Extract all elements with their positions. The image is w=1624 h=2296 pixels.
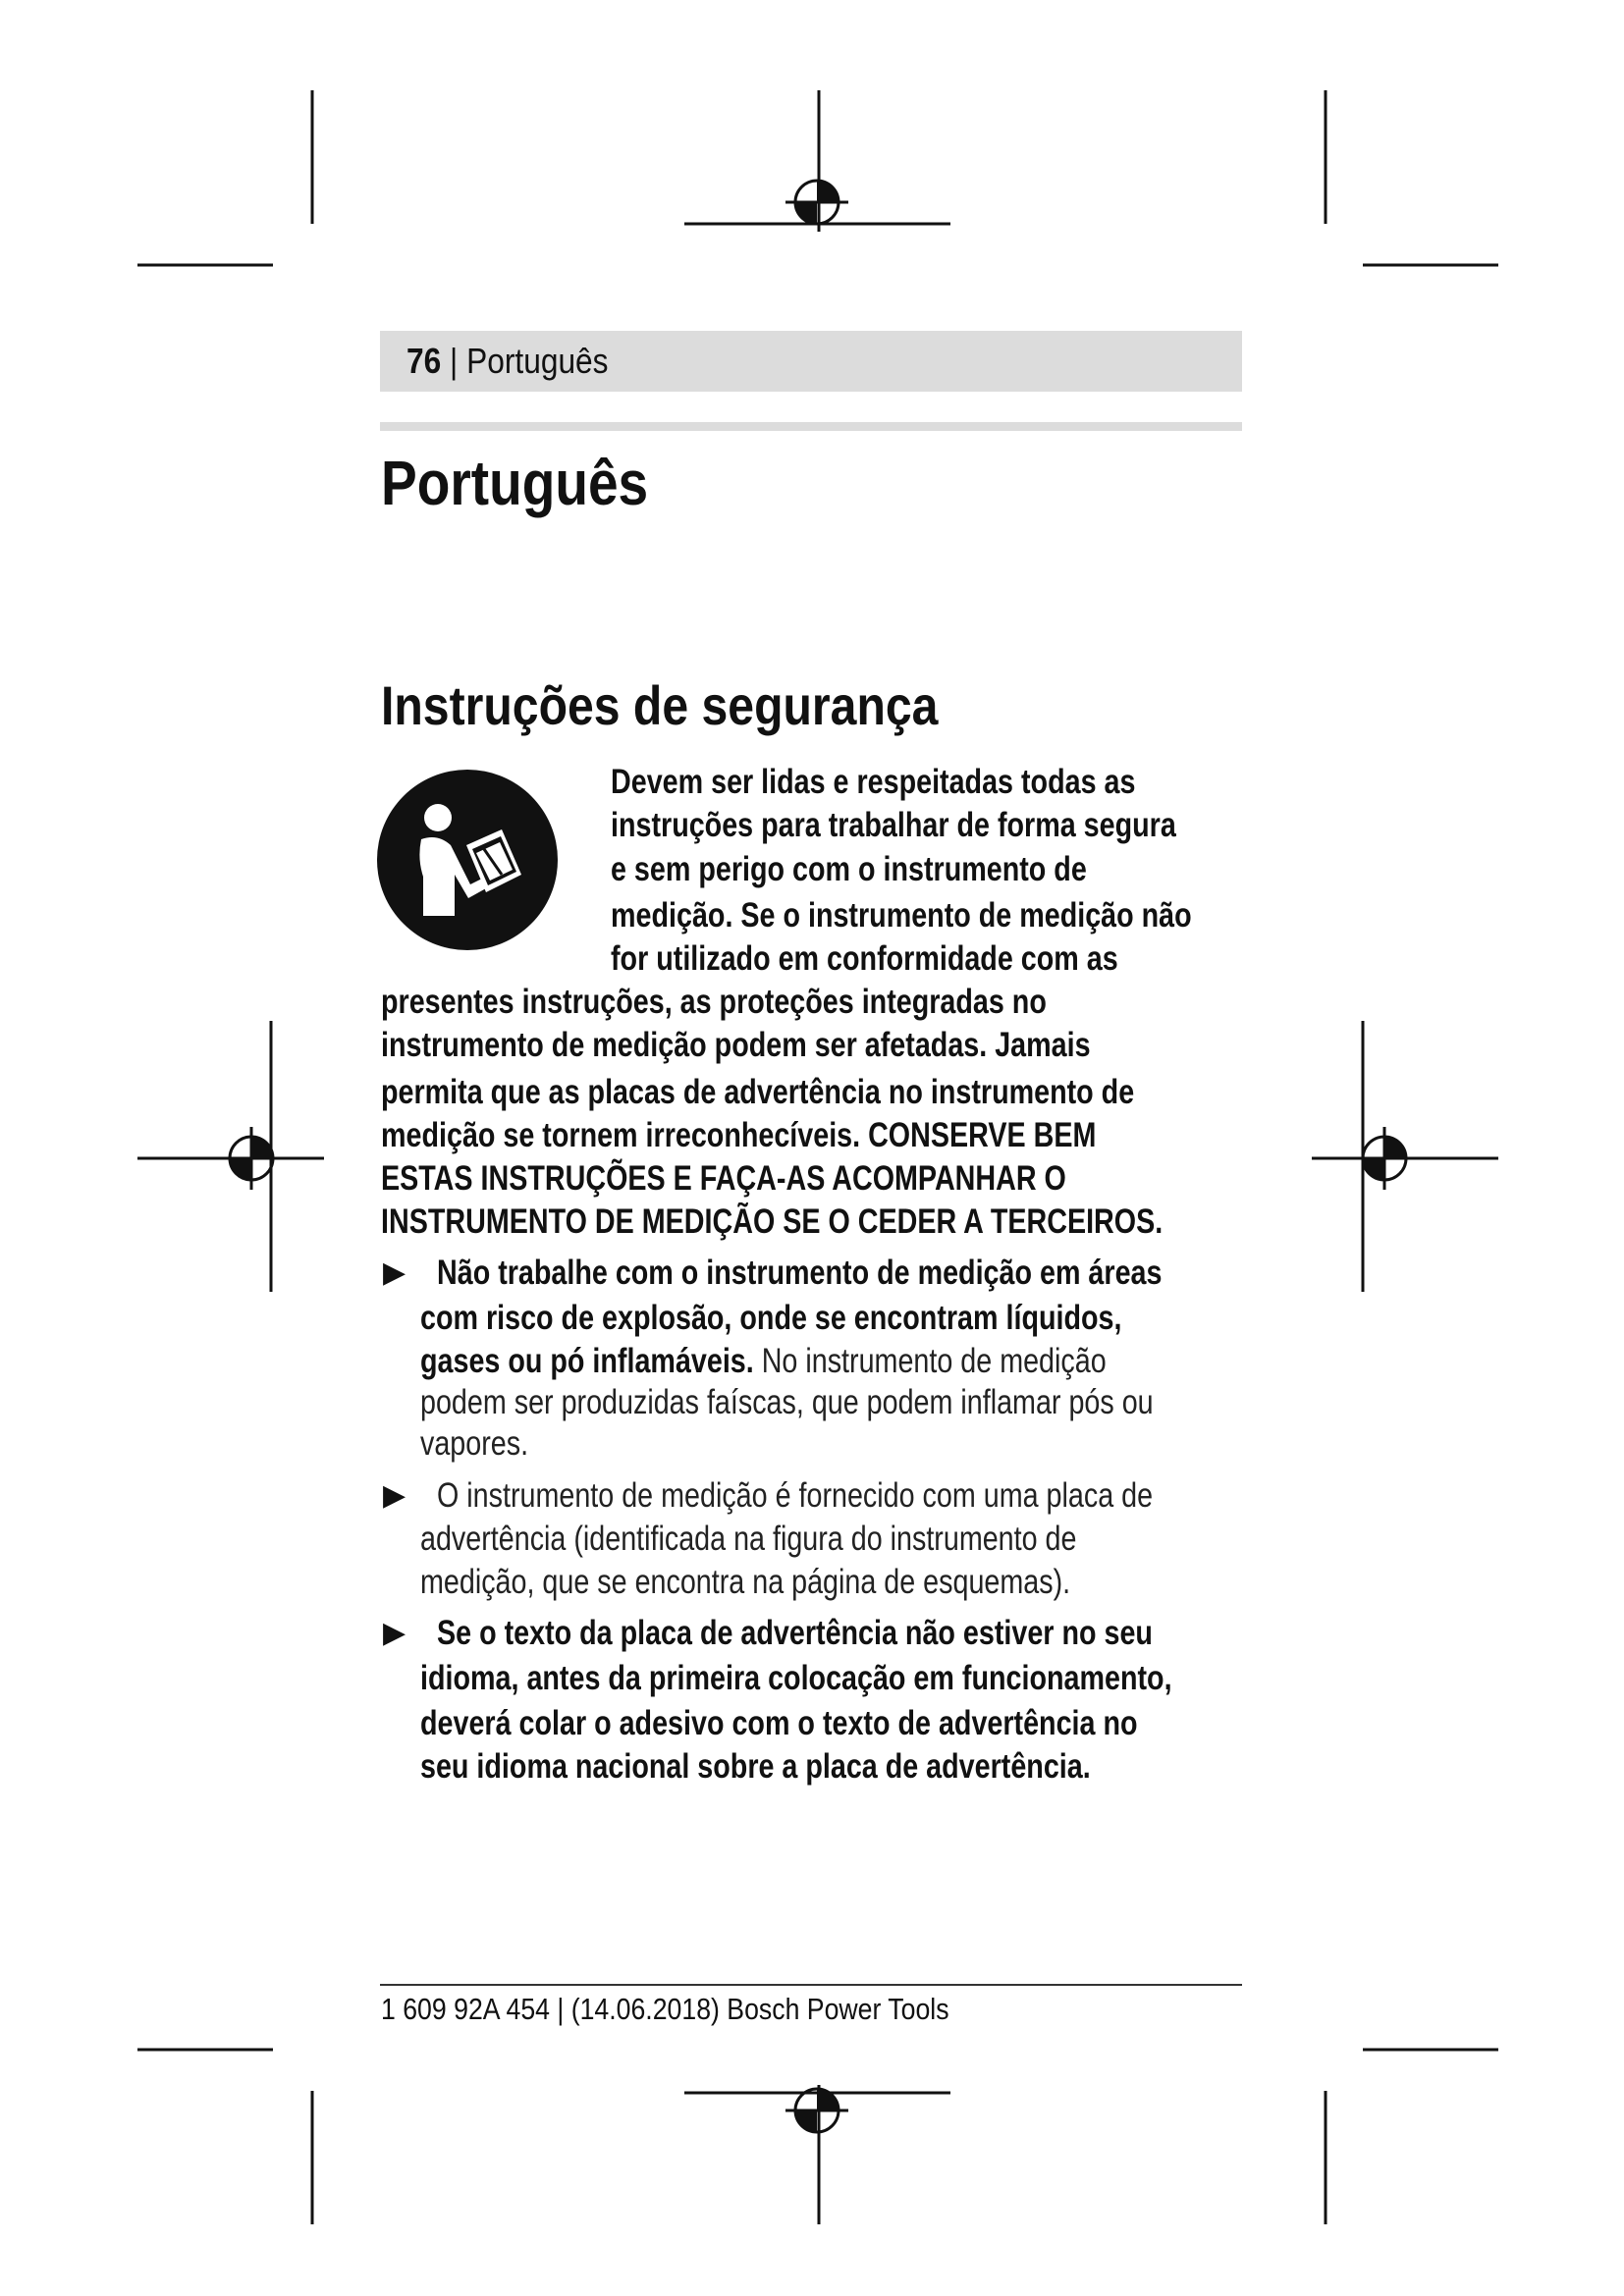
page-footer: 1 609 92A 454 | (14.06.2018) Bosch Power Tools [381,1992,949,2026]
header-rule [380,422,1242,431]
bullet-line: Se o texto da placa de advertência não estiver no seu [437,1614,1153,1652]
page-number: 76 [406,341,442,381]
bullet-line: idioma, antes da primeira colocação em funcionamento, [420,1659,1172,1697]
intro-line: permita que as placas de advertência no instrumento de [381,1073,1135,1111]
bullet-line: com risco de explosão, onde se encontram líquidos, [420,1299,1122,1337]
bullet-line: deverá colar o adesivo com o texto de advertência no [420,1704,1138,1742]
bullet-arrow-icon: ▶ [383,1256,406,1289]
intro-line: e sem perigo com o instrumento de [611,850,1087,888]
section-heading: Instruções de segurança [381,674,939,736]
page-title: Português [381,448,649,518]
read-manual-icon [376,769,559,951]
intro-line: Devem ser lidas e respeitadas todas as [611,763,1136,801]
bullet-arrow-icon: ▶ [383,1479,406,1512]
intro-line: instrumento de medição podem ser afetadas. Jamais [381,1026,1091,1064]
bullet-line: gases ou pó inflamáveis. No instrumento de medição [420,1342,1107,1380]
intro-line: medição. Se o instrumento de medição não [611,896,1192,934]
bullet-line: advertência (identificada na figura do instrumento de [420,1520,1077,1558]
bullet-line: seu idioma nacional sobre a placa de advertência. [420,1747,1091,1786]
bullet-line: O instrumento de medição é fornecido com uma placa de [437,1476,1154,1515]
bullet-line: vapores. [420,1424,529,1463]
page-header [406,340,609,383]
footer-rule [380,1984,1242,1986]
intro-line: INSTRUMENTO DE MEDIÇÃO SE O CEDER A TERCEIROS. [381,1202,1164,1241]
bullet-line: Não trabalhe com o instrumento de medição em áreas [437,1254,1163,1292]
bullet-line: podem ser produzidas faíscas, que podem inflamar pós ou [420,1383,1154,1421]
header-separator: | [450,341,459,381]
bullet-line: medição, que se encontra na página de esquemas). [420,1563,1071,1601]
intro-line: ESTAS INSTRUÇÕES E FAÇA-AS ACOMPANHAR O [381,1159,1066,1198]
intro-line: presentes instruções, as proteções integradas no [381,983,1047,1021]
header-section: Português [466,341,609,381]
bullet-arrow-icon: ▶ [383,1617,406,1649]
intro-line: medição se tornem irreconhecíveis. CONSERVE BEM [381,1116,1097,1154]
intro-line: instruções para trabalhar de forma segura [611,806,1176,844]
intro-line: for utilizado em conformidade com as [611,939,1118,978]
